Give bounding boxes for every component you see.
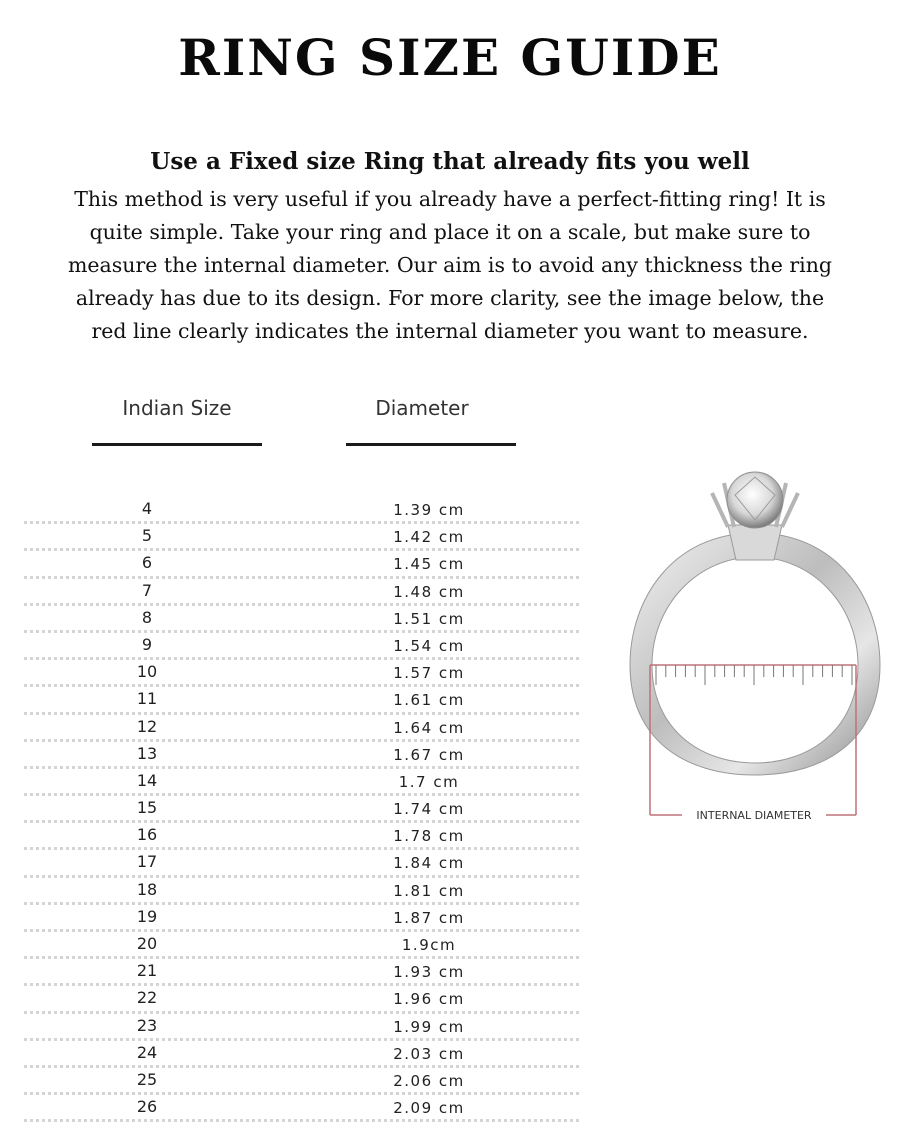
size-row: [24, 959, 579, 986]
diameter-value: 1.61 cm: [393, 691, 465, 710]
diameter-value: 1.42 cm: [393, 528, 465, 547]
column-header-indian-size: Indian Size: [122, 396, 232, 420]
diameter-value: 1.96 cm: [393, 990, 465, 1009]
diameter-value: 2.03 cm: [393, 1044, 465, 1063]
indian-size-value: 25: [136, 1069, 158, 1089]
size-row: [24, 1095, 579, 1122]
size-row: [24, 905, 579, 932]
ring-illustration: [620, 465, 890, 835]
indian-size-value: 8: [141, 607, 153, 627]
size-row: [24, 1068, 579, 1095]
indian-size-value: 15: [136, 798, 158, 818]
size-table: [24, 497, 579, 1122]
size-row: [24, 850, 579, 877]
diameter-value: 1.48 cm: [393, 582, 465, 601]
diameter-value: 1.64 cm: [393, 718, 465, 737]
indian-size-value: 13: [136, 743, 158, 763]
diameter-value: 1.87 cm: [393, 908, 465, 927]
indian-size-value: 14: [136, 770, 158, 790]
internal-diameter-label: INTERNAL DIAMETER: [696, 809, 812, 822]
size-row: [24, 497, 579, 524]
indian-size-value: 7: [141, 580, 153, 600]
size-row: [24, 796, 579, 823]
indian-size-value: 4: [141, 499, 153, 518]
diameter-value: 1.78 cm: [393, 827, 465, 846]
size-row: [24, 932, 579, 959]
indian-size-value: 17: [136, 852, 158, 872]
column-header-underline: [346, 443, 516, 446]
size-row: [24, 742, 579, 769]
description-line: measure the internal diameter. Our aim is to avoid any thickness the ring: [67, 253, 833, 277]
size-row: [24, 633, 579, 660]
indian-size-value: 20: [136, 934, 158, 953]
column-header-diameter: Diameter: [375, 396, 469, 420]
indian-size-value: 18: [136, 879, 158, 899]
indian-size-value: 16: [136, 825, 158, 845]
indian-size-value: 12: [136, 716, 158, 736]
diameter-value: 1.45 cm: [393, 555, 465, 574]
indian-size-value: 24: [136, 1042, 158, 1062]
description-line: already has due to its design. For more clarity, see the image below, the: [75, 286, 825, 310]
page-title: RING SIZE GUIDE: [178, 28, 722, 87]
indian-size-value: 22: [136, 988, 158, 1008]
size-row: [24, 986, 579, 1013]
ring-band: [630, 533, 880, 775]
size-row: [24, 1014, 579, 1041]
size-row: [24, 823, 579, 850]
indian-size-value: 21: [136, 961, 158, 981]
diameter-value: 1.39 cm: [393, 501, 465, 519]
size-row: [24, 551, 579, 578]
diameter-value: 1.54 cm: [393, 636, 465, 655]
size-row: [24, 606, 579, 633]
description-line: red line clearly indicates the internal diameter you want to measure.: [91, 319, 809, 343]
size-row: [24, 1041, 579, 1068]
description-line: This method is very useful if you already have a perfect-fitting ring! It is: [74, 187, 826, 211]
diameter-value: 1.93 cm: [393, 963, 465, 982]
indian-size-value: 10: [136, 662, 158, 682]
indian-size-value: 9: [141, 634, 153, 654]
diameter-value: 1.9cm: [401, 936, 457, 954]
diamond-gem: [727, 472, 783, 528]
size-row: [24, 579, 579, 606]
size-row: [24, 769, 579, 796]
method-description: [28, 183, 872, 348]
diameter-value: 1.51 cm: [393, 609, 465, 628]
diameter-value: 2.09 cm: [393, 1099, 465, 1118]
indian-size-value: 23: [136, 1015, 158, 1035]
diameter-value: 1.74 cm: [393, 800, 465, 819]
diameter-value: 1.84 cm: [393, 854, 465, 873]
size-row: [24, 687, 579, 714]
diameter-value: 2.06 cm: [393, 1071, 465, 1090]
diameter-value: 1.81 cm: [393, 881, 465, 900]
diameter-value: 1.7 cm: [398, 772, 460, 791]
diameter-value: 1.57 cm: [393, 664, 465, 683]
indian-size-value: 5: [141, 526, 153, 546]
description-line: quite simple. Take your ring and place it on a scale, but make sure to: [89, 220, 811, 244]
diameter-value: 1.99 cm: [393, 1017, 465, 1036]
size-row: [24, 524, 579, 551]
size-row: [24, 660, 579, 687]
diameter-value: 1.67 cm: [393, 745, 465, 764]
indian-size-value: 6: [141, 553, 153, 573]
indian-size-value: 11: [136, 689, 158, 709]
indian-size-value: 19: [136, 906, 158, 926]
method-subtitle: Use a Fixed size Ring that already fits you well: [150, 148, 750, 175]
column-header-underline: [92, 443, 262, 446]
indian-size-value: 26: [136, 1097, 158, 1117]
size-row: [24, 878, 579, 905]
size-row: [24, 715, 579, 742]
